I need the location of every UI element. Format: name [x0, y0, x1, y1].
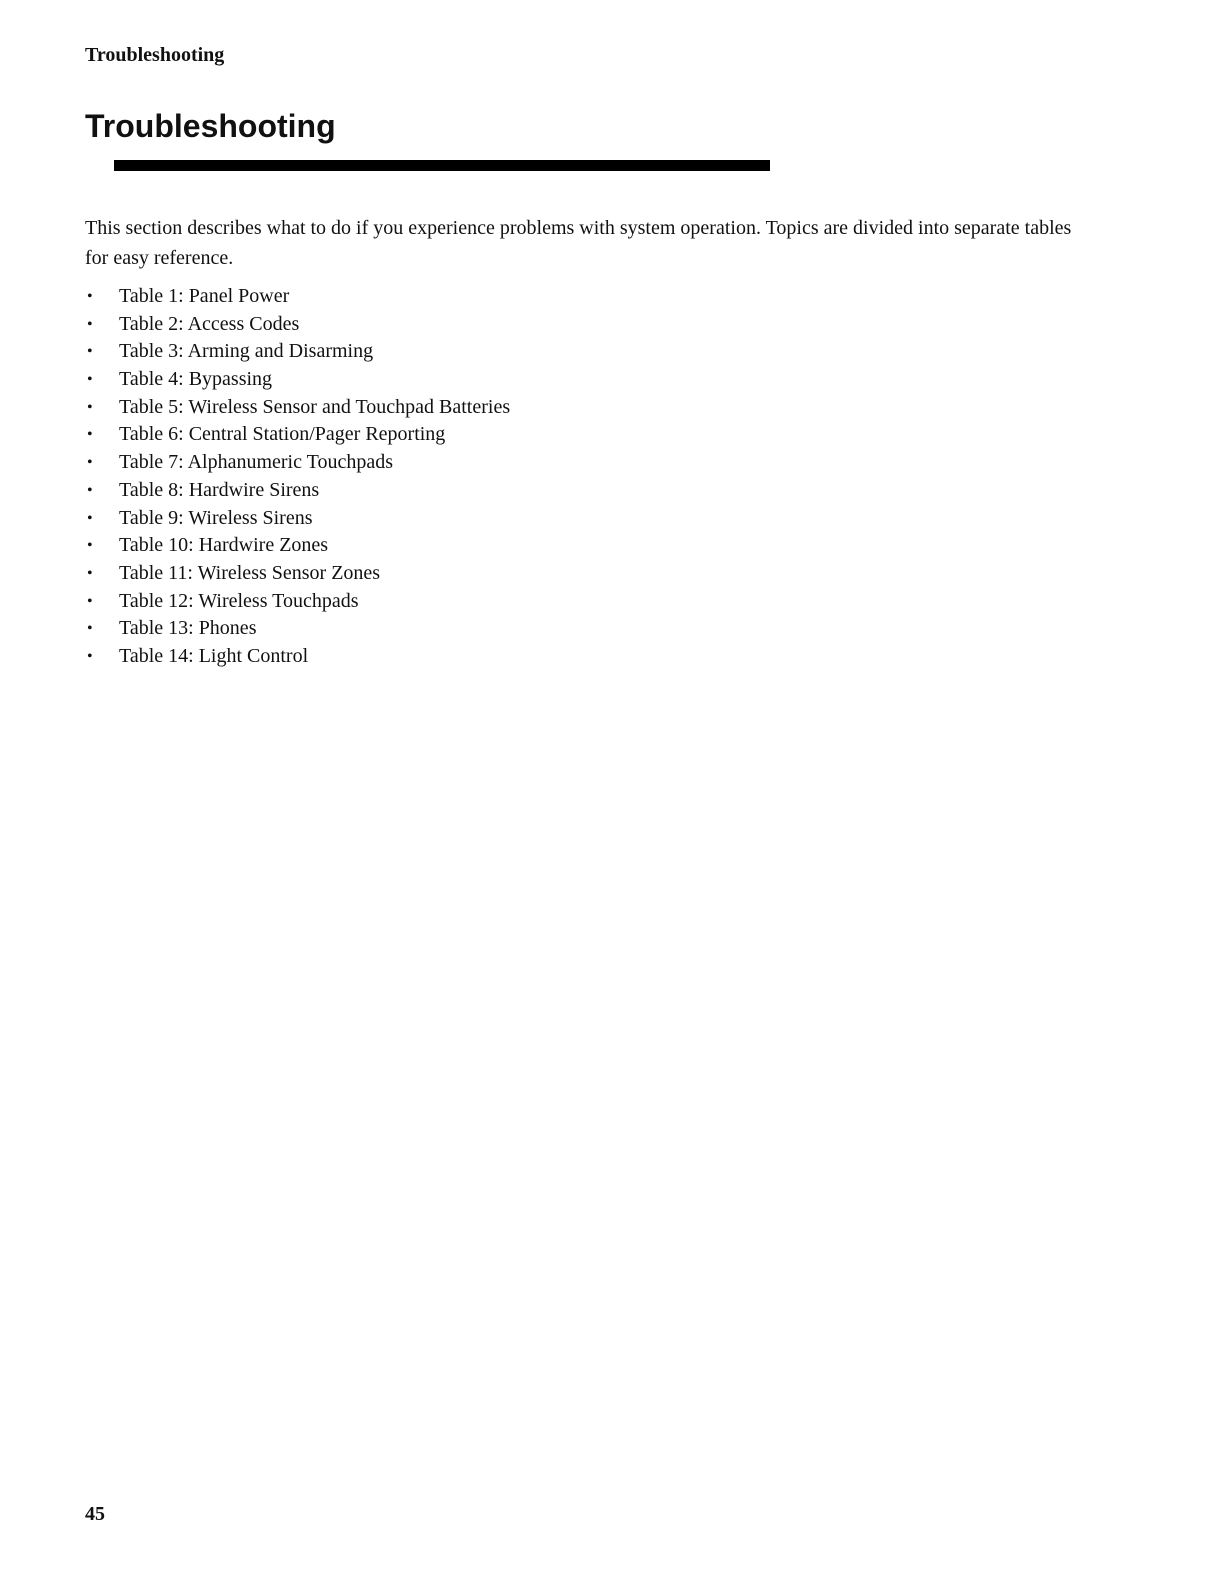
bullet-icon: •: [87, 371, 93, 389]
list-item-label: Table 4: Bypassing: [119, 368, 273, 391]
running-header: Troubleshooting: [85, 44, 225, 66]
list-item: [85, 505, 510, 533]
intro-paragraph: This section describes what to do if you experience problems with system operation. Topics are divided into separate tables for easy reference.: [85, 217, 1072, 269]
list-item-label: Table 11: Wireless Sensor Zones: [119, 561, 381, 584]
bullet-icon: •: [87, 592, 93, 610]
list-item: [85, 421, 510, 449]
list-item: [85, 283, 510, 311]
list-item: [85, 477, 510, 505]
bullet-icon: •: [87, 509, 93, 527]
list-item: [85, 311, 510, 339]
bullet-icon: •: [87, 398, 93, 416]
bullet-icon: •: [87, 481, 93, 499]
list-item: [85, 338, 510, 366]
list-item-label: Table 3: Arming and Disarming: [119, 340, 374, 363]
bullet-icon: •: [87, 315, 93, 333]
topic-list: [85, 283, 510, 671]
bullet-icon: •: [87, 288, 93, 305]
section-title: Troubleshooting: [85, 108, 336, 144]
list-item-label: Table 14: Light Control: [119, 644, 309, 667]
bullet-icon: •: [87, 454, 93, 472]
title-rule: [114, 160, 770, 171]
list-item-label: Table 7: Alphanumeric Touchpads: [119, 451, 393, 474]
bullet-icon: •: [87, 564, 93, 582]
list-item-label: Table 8: Hardwire Sirens: [119, 478, 320, 501]
bullet-icon: •: [87, 537, 93, 555]
bullet-icon: •: [87, 343, 93, 361]
bullet-icon: •: [87, 620, 93, 638]
list-item: [85, 615, 510, 643]
bullet-icon: •: [87, 647, 93, 665]
list-item-label: Table 1: Panel Power: [119, 285, 290, 307]
list-item-label: Table 5: Wireless Sensor and Touchpad Batteries: [119, 395, 511, 418]
list-item-label: Table 10: Hardwire Zones: [119, 534, 329, 557]
list-item: [85, 366, 510, 394]
list-item: [85, 643, 510, 671]
list-item: [85, 560, 510, 588]
list-item: [85, 588, 510, 616]
page-number: 45: [85, 1503, 105, 1525]
list-item-label: Table 6: Central Station/Pager Reporting: [119, 423, 446, 446]
list-item-label: Table 13: Phones: [119, 617, 257, 640]
bullet-icon: •: [87, 426, 93, 444]
list-item: [85, 394, 510, 422]
list-item-label: Table 9: Wireless Sirens: [119, 506, 313, 529]
list-item: [85, 449, 510, 477]
list-item: [85, 532, 510, 560]
list-item-label: Table 2: Access Codes: [119, 312, 300, 335]
list-item-label: Table 12: Wireless Touchpads: [119, 589, 359, 612]
